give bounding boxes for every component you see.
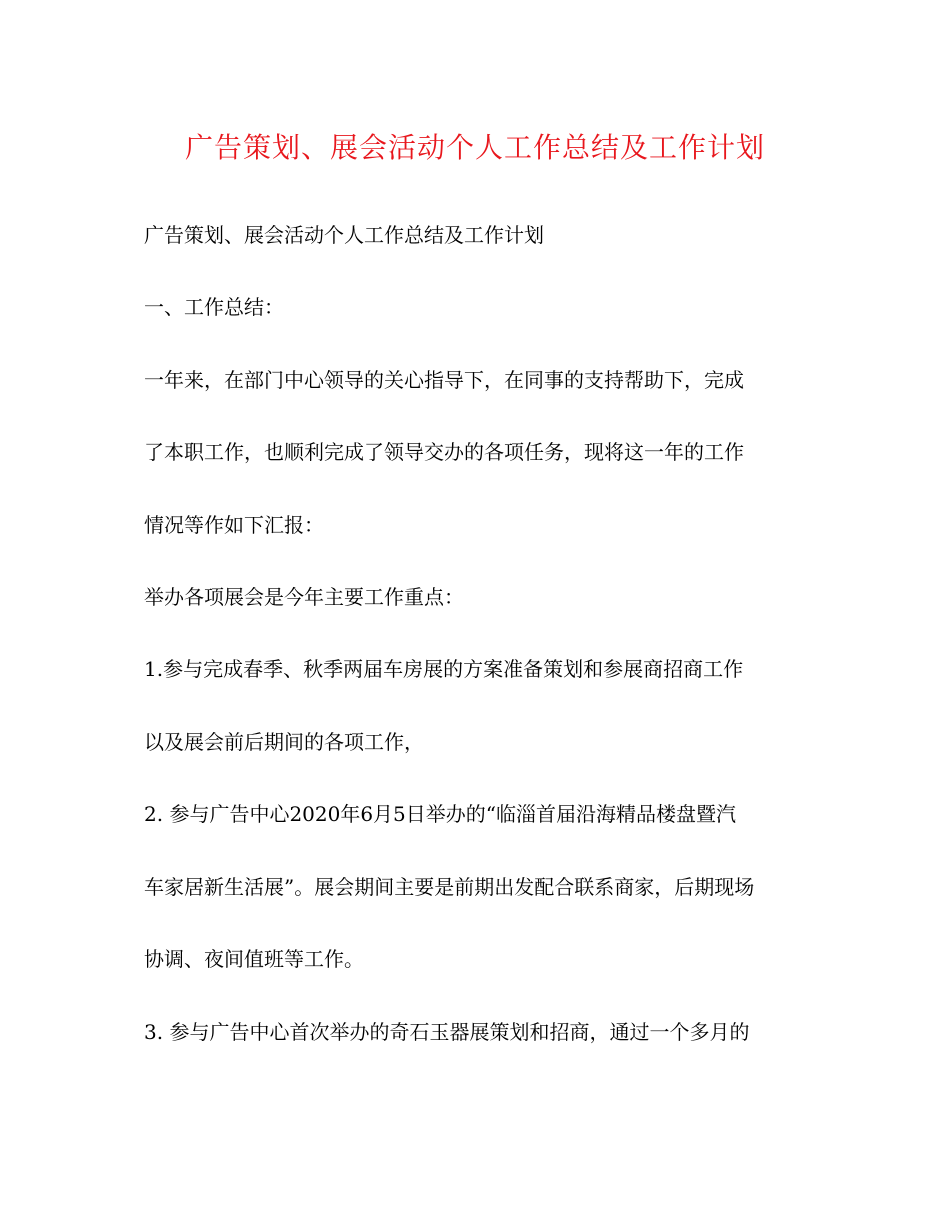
paragraph-line: 车家居新生活展”。展会期间主要是前期出发配合联系商家，后期现场 (144, 875, 755, 899)
paragraph-line: 协调、夜间值班等工作。 (144, 947, 364, 971)
paragraph-line: 3. 参与广告中心首次举办的奇石玉器展策划和招商，通过一个多月的 (144, 1020, 750, 1044)
paragraph-line: 一年来，在部门中心领导的关心指导下，在同事的支持帮助下，完成 (144, 368, 744, 392)
document-title: 广告策划、展会活动个人工作总结及工作计划 (184, 131, 765, 164)
paragraph-line: 以及展会前后期间的各项工作， (144, 730, 424, 754)
paragraph-line: 情况等作如下汇报： (144, 513, 324, 537)
paragraph-line: 举办各项展会是今年主要工作重点： (144, 585, 464, 609)
paragraph-line: 2. 参与广告中心2020年6月5日举办的“临淄首届沿海精品楼盘暨汽 (144, 802, 737, 826)
paragraph-line: 了本职工作，也顺利完成了领导交办的各项任务，现将这一年的工作 (144, 440, 744, 464)
paragraph-line: 广告策划、展会活动个人工作总结及工作计划 (144, 223, 544, 247)
paragraph-line: 一、工作总结： (144, 295, 284, 319)
paragraph-line: 1.参与完成春季、秋季两届车房展的方案准备策划和参展商招商工作 (144, 657, 744, 681)
